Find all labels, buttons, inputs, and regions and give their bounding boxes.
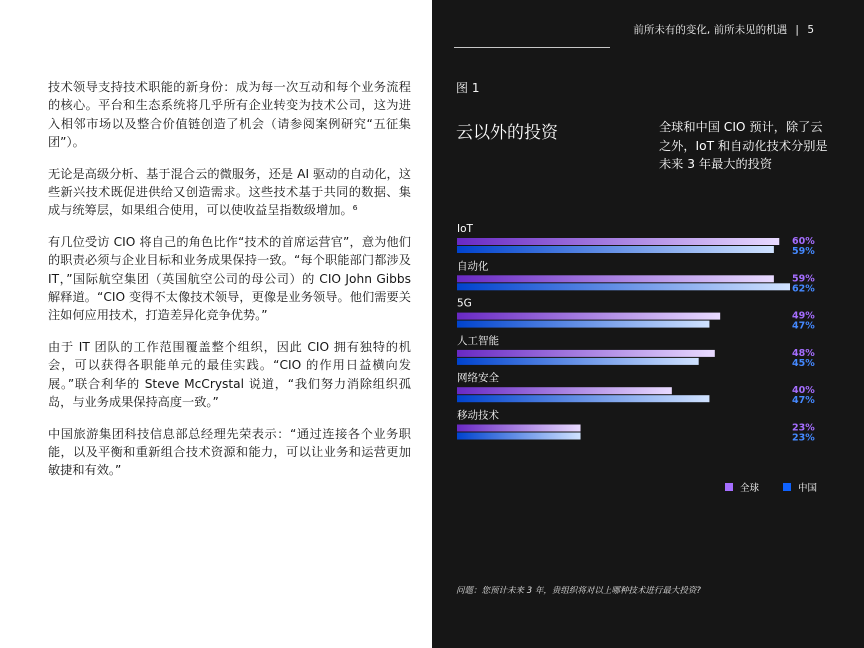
figure-note: 问题：您预计未来 3 年，贵组织将对以上哪种技术进行最大投资? [456, 586, 701, 596]
value-label-china: 47% [792, 320, 815, 332]
legend-swatch-global [725, 483, 733, 491]
bar-china [457, 395, 709, 402]
legend-label-china: 中国 [798, 483, 818, 494]
legend-swatch-china [783, 483, 791, 491]
bar-global [457, 350, 715, 357]
paragraph: 由于 IT 团队的工作范围覆盖整个组织，因此 CIO 拥有独特的机会，可以获得各职能单元的最佳实践。“CIO 的作用日益横向发展。”联合利华的 Steve McCrystal 说道，“我们努力消除组织孤岛，与业务成果保持高度一致。” [48, 339, 411, 410]
value-label-global: 40% [792, 385, 815, 397]
category-label: IoT [457, 223, 473, 235]
category-label: 移动技术 [457, 409, 499, 422]
figure-title: 云以外的投资 [456, 123, 558, 143]
legend-label-global: 全球 [740, 483, 760, 494]
value-label-global: 23% [792, 422, 815, 434]
header-separator: | [795, 24, 799, 36]
bar-china [457, 358, 699, 365]
chart-bars [457, 223, 815, 444]
page-number: 5 [807, 24, 814, 36]
bar-china [457, 321, 709, 328]
value-label-china: 23% [792, 432, 815, 444]
paragraph: 有几位受访 CIO 将自己的角色比作“技术的首席运营官”，意为他们的职责必须与企业目标和业务成果保持一致。“每个职能部门都涉及 IT，”国际航空集团（英国航空公司的母公司）的 CIO John Gibbs 解释道。“CIO 变得不太像技术领导，更像是业务领导。他们需要关注如何应用技术，打造差异化竞争优势。” [48, 234, 411, 323]
figure-description: 全球和中国 CIO 预计，除了云之外，IoT 和自动化技术分别是未来 3 年最大的投资 [659, 120, 828, 171]
value-label-china: 62% [792, 283, 815, 295]
value-label-global: 59% [792, 273, 815, 285]
category-label: 网络安全 [457, 372, 499, 385]
paragraph: 技术领导支持技术职能的新身份：成为每一次互动和每个业务流程的核心。平台和生态系统将几乎所有企业转变为技术公司，这为进入相邻市场以及整合价值链创造了机会（请参阅案例研究“五征集团”）。 [48, 80, 411, 150]
bar-global [457, 387, 672, 394]
category-label: 5G [457, 297, 472, 310]
figure-number: 图 1 [456, 81, 480, 95]
category-label: 人工智能 [457, 334, 499, 347]
bar-global [457, 238, 779, 245]
body-text [48, 78, 411, 493]
figure-panel [432, 0, 864, 648]
paragraph: 无论是高级分析、基于混合云的微服务，还是 AI 驱动的自动化，这些新兴技术既促进供给又创造需求。这些技术基于共同的数据、集成与统筹层，如果组合使用，可以使收益呈指数级增加。⁶ [48, 166, 411, 218]
bar-global [457, 313, 720, 320]
value-label-china: 59% [792, 246, 815, 257]
category-label: 自动化 [457, 260, 489, 273]
value-label-global: 48% [792, 347, 815, 359]
running-title: 前所未有的变化, 前所未见的机遇 [633, 24, 788, 36]
value-label-china: 47% [792, 395, 815, 407]
bar-china [457, 246, 774, 253]
value-label-global: 60% [792, 236, 815, 247]
chart-legend [725, 482, 817, 494]
bar-global [457, 275, 774, 282]
value-label-china: 45% [792, 357, 815, 369]
value-label-global: 49% [792, 310, 815, 322]
bar-global [457, 425, 581, 432]
paragraph: 中国旅游集团科技信息部总经理先荣表示：“通过连接各个业务职能，以及平衡和重新组合技术资源和能力，可以让业务和运营更加敏捷和有效。” [48, 426, 411, 478]
bar-chart [432, 0, 864, 648]
bar-china [457, 433, 581, 440]
bar-china [457, 283, 790, 290]
